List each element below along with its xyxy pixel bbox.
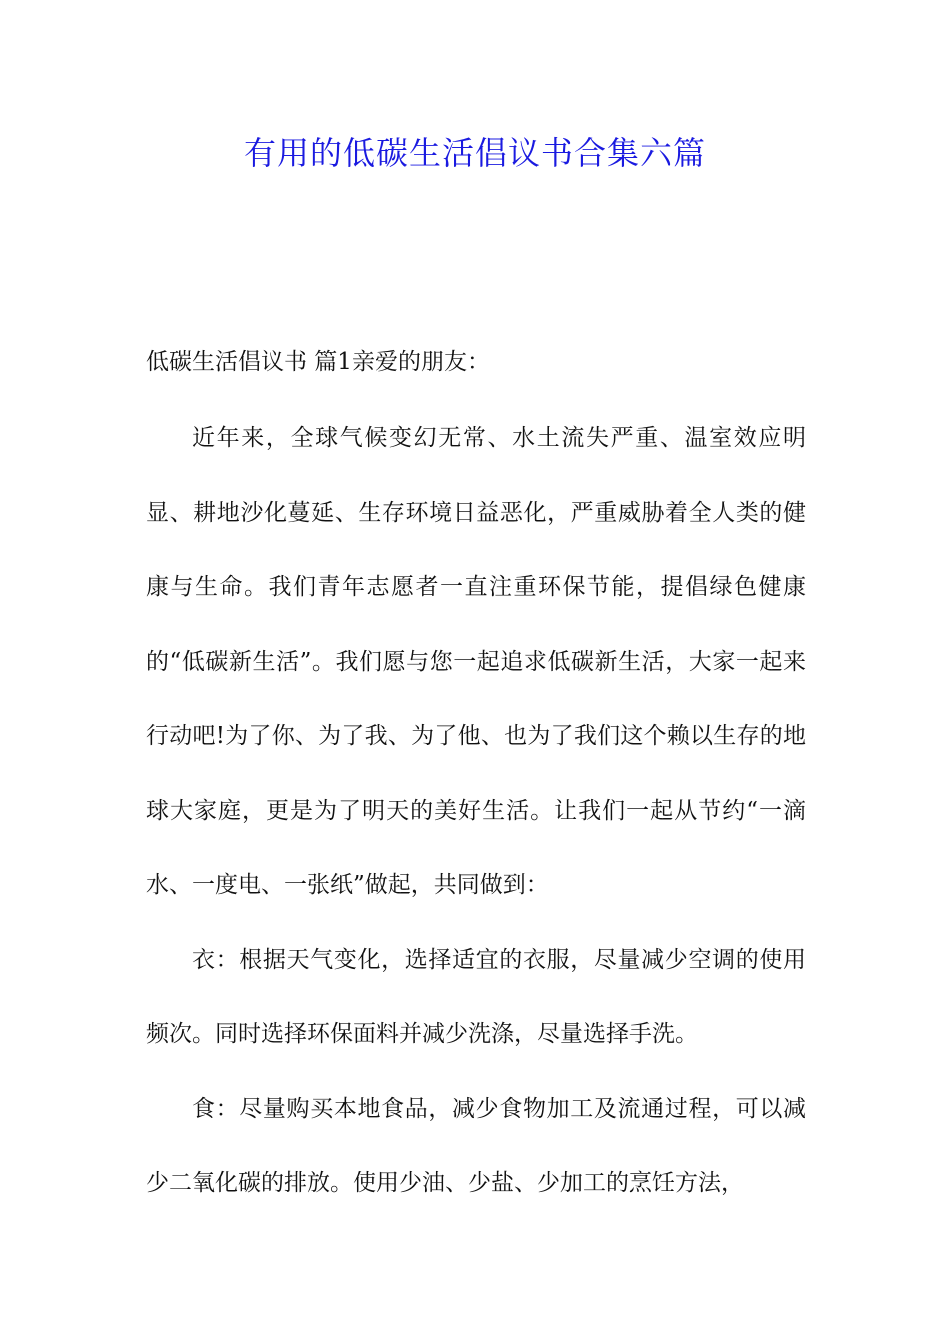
document-body	[146, 401, 806, 1221]
paragraph-intro: 近年来，全球气候变幻无常、水土流失严重、温室效应明显、耕地沙化蔓延、生存环境日益恶化，严重威胁着全人类的健康与生命。我们青年志愿者一直注重环保节能，提倡绿色健康的“低碳新生活”。我们愿与您一起追求低碳新生活，大家一起来行动吧!为了你、为了我、为了他、也为了我们这个赖以生存的地球大家庭，更是为了明天的美好生活。让我们一起从节约“一滴水、一度电、一张纸”做起，共同做到：	[146, 425, 806, 898]
paragraph-food: 食：尽量购买本地食品，减少食物加工及流通过程，可以减少二氧化碳的排放。使用少油、少盐、少加工的烹饪方法，	[146, 1095, 806, 1196]
paragraph-clothing: 衣：根据天气变化，选择适宜的衣服，尽量减少空调的使用频次。同时选择环保面料并减少洗涤，尽量选择手洗。	[146, 946, 806, 1047]
section-heading-line: 低碳生活倡议书 篇1亲爱的朋友：	[146, 349, 490, 375]
document-title: 有用的低碳生活倡议书合集六篇	[243, 134, 706, 172]
